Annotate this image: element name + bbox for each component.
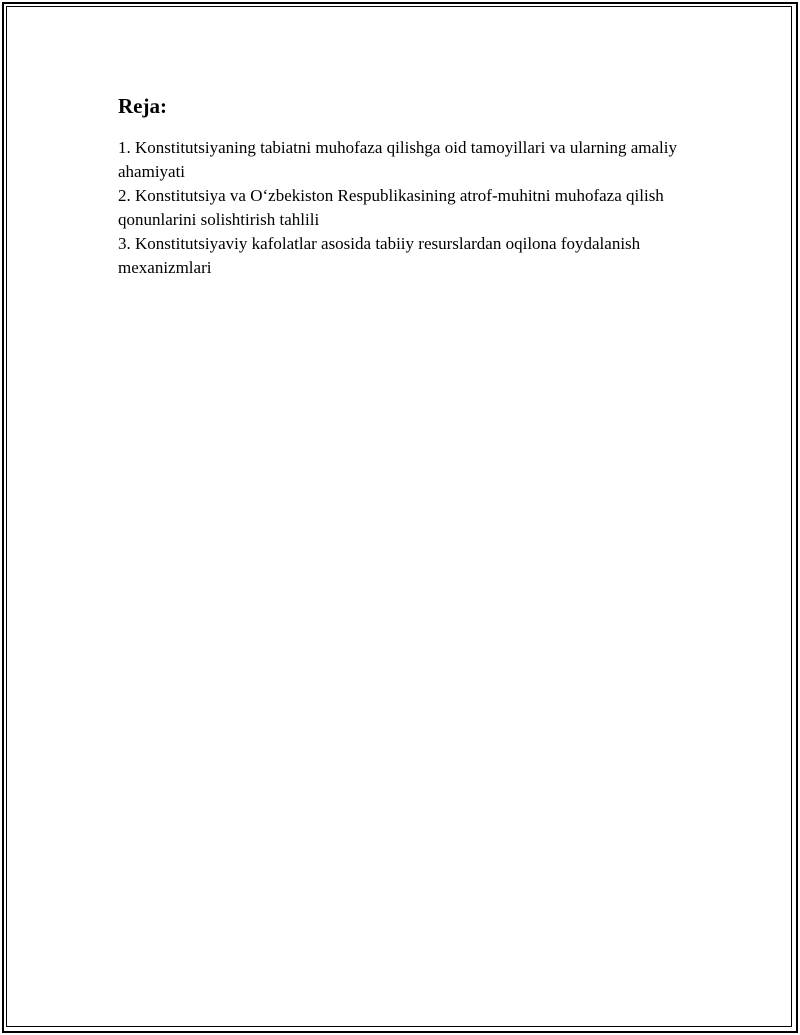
plan-item-1: 1. Konstitutsiyaning tabiatni muhofaza qilishga oid tamoyillari va ularning amaliy ahamiyati xyxy=(118,138,677,181)
plan-item-2: 2. Konstitutsiya va O‘zbekiston Respublikasining atrof-muhitni muhofaza qilish qonunlarini solishtirish tahlili xyxy=(118,186,664,229)
document-body xyxy=(118,92,698,280)
plan-heading: Reja: xyxy=(118,94,167,118)
plan-item-3: 3. Konstitutsiyaviy kafolatlar asosida tabiiy resurslardan oqilona foydalanish mexanizmlari xyxy=(118,234,641,277)
plan-list xyxy=(118,136,698,280)
